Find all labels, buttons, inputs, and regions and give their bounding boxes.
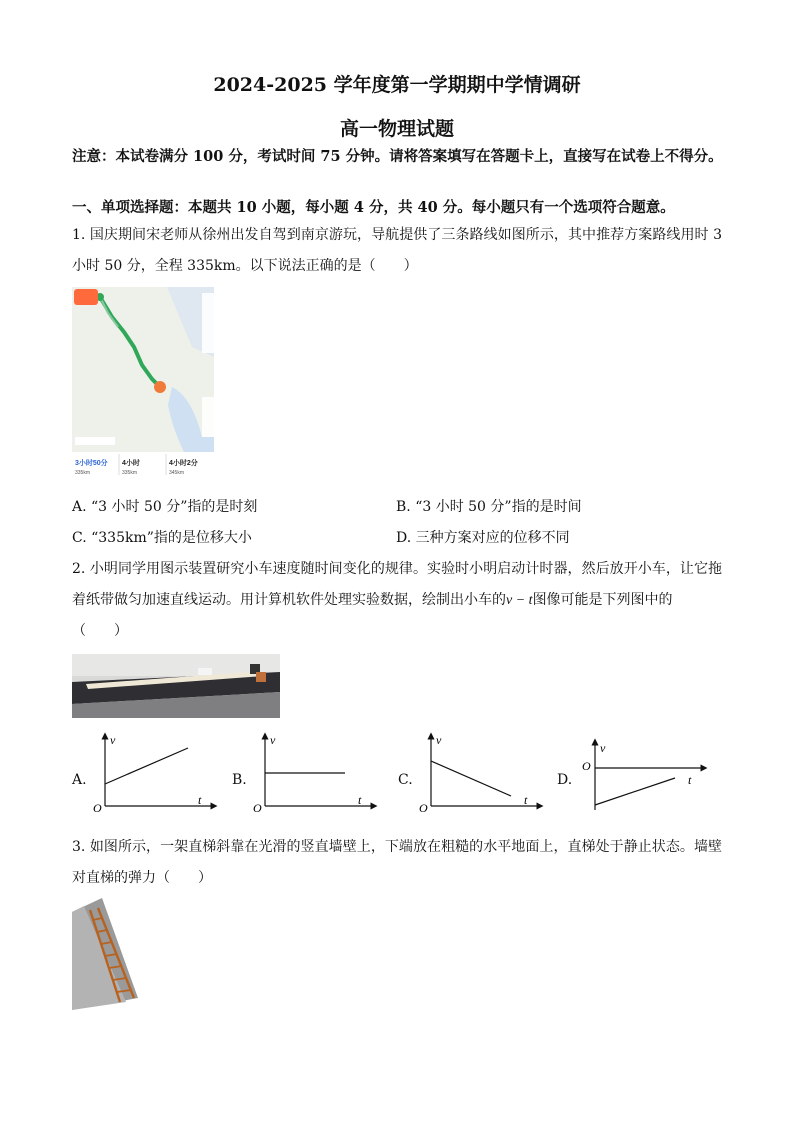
graph-d-label: D. [557, 772, 573, 788]
graph-a [92, 732, 220, 812]
graph-d [582, 732, 710, 812]
graph-c-t: t [524, 793, 528, 807]
route-dist-2: 335km [122, 470, 138, 476]
q2-text-pre: 2. 小明同学用图示装置研究小车速度随时间变化的规律。实验时小明启动计时器，然后放开小车，让它拖着纸带做匀加速直线运动。用计算机软件处理实验数据，绘制出小车的 [72, 561, 722, 608]
q1-option-c: C. “335km”指的是位移大小 [72, 530, 252, 546]
graph-b-label: B. [232, 772, 247, 788]
q1-option-d: D. 三种方案对应的位移不同 [396, 530, 570, 546]
graph-d-v: v [600, 741, 606, 755]
q2-formula: v − t [506, 593, 533, 608]
route-dist-1: 335km [75, 470, 91, 476]
graph-c-label: C. [398, 772, 413, 788]
graph-b-v: v [270, 733, 276, 747]
exam-subtitle: 高一物理试题 [339, 118, 454, 140]
route-time-1: 3小时50分 [75, 460, 108, 467]
graph-c [418, 732, 546, 812]
notice: 注意：本试卷满分 100 分，考试时间 75 分钟。请将答案填写在答题卡上，直接写在试卷上不得分。 [72, 148, 723, 165]
destination-pin-icon [154, 381, 166, 393]
route-dist-3: 345km [169, 470, 185, 476]
ladder-wall-image [72, 898, 138, 1010]
route-time-3: 4小时2分 [169, 460, 198, 467]
question-3-text: 3. 如图所示，一架直梯斜靠在光滑的竖直墙壁上，下端放在粗糙的水平地面上，直梯处于静止状态。墙壁对直梯的弹力（ ） [72, 839, 722, 886]
q1-option-a: A. “3 小时 50 分”指的是时刻 [72, 499, 258, 515]
navigation-map-image [72, 287, 214, 477]
question-2-text [72, 554, 722, 647]
question-1-text: 1. 国庆期间宋老师从徐州出发自驾到南京游玩，导航提供了三条路线如图所示，其中推荐方案路线用时 3 小时 50 分，全程 335km。以下说法正确的是（ ） [72, 227, 722, 274]
graph-b [252, 732, 380, 812]
graph-a-t: t [198, 793, 202, 807]
q2-blank: （ ） [72, 623, 128, 639]
graph-d-t: t [688, 773, 692, 787]
q1-option-b: B. “3 小时 50 分”指的是时间 [396, 499, 582, 515]
graph-a-o: O [93, 801, 102, 812]
route-time-2: 4小时 [122, 460, 140, 467]
graph-c-o: O [419, 801, 428, 812]
exam-title: 2024-2025 学年度第一学期期中学情调研 [213, 74, 581, 96]
graph-a-v: v [110, 733, 116, 747]
graph-d-o: O [582, 759, 591, 773]
graph-c-v: v [436, 733, 442, 747]
graph-b-o: O [253, 801, 262, 812]
graph-b-t: t [358, 793, 362, 807]
graph-a-label: A. [72, 772, 87, 788]
section-heading: 一、单项选择题：本题共 10 小题，每小题 4 分，共 40 分。每小题只有一个选项符合题意。 [72, 199, 675, 216]
q2-text-post: 图像可能是下列图中的 [532, 592, 673, 608]
experiment-apparatus-photo [72, 654, 280, 718]
